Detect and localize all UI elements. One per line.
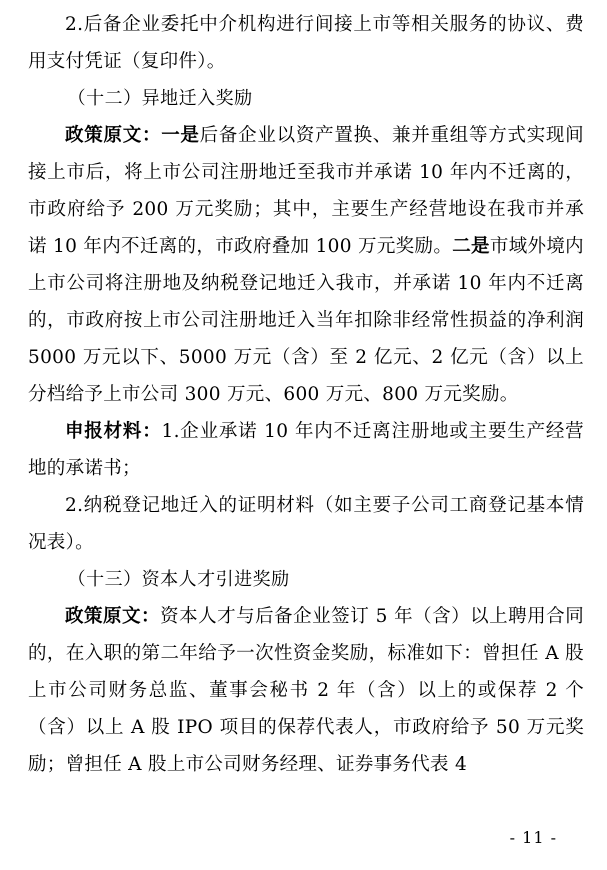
bold-label: 申报材料： (65, 421, 162, 442)
text-run: （十三）资本人才引进奖励 (67, 569, 290, 590)
text-run: 后备企业以资产置换、兼并重组等方式实现间接上市后，将上市公司注册地迁至我市并承诺 10 年内不迁离的，市政府给予 200 万元奖励；其中，主要生产经营地设在我市并承诺 10 年内不迁离的，市政府叠加 100 万元奖励。 (28, 125, 584, 257)
bold-label: 一是 (161, 125, 200, 146)
document-body (28, 6, 584, 783)
bold-label: 政策原文： (65, 125, 162, 146)
page-number: - 11 - (509, 828, 557, 847)
paragraph (28, 6, 584, 80)
paragraph (28, 487, 584, 561)
text-run: （十二）异地迁入奖励 (67, 88, 253, 109)
text-run: 资本人才与后备企业签订 5 年（含）以上聘用合同的，在入职的第二年给予一次性资金奖励，标准如下：曾担任 A 股上市公司财务总监、董事会秘书 2 年（含）以上的或保荐 2 个（含）以上 A 股 IPO 项目的保荐代表人，市政府给予 50 万元奖励；曾担任 A 股上市公司财务经理、证券事务代表 4 (28, 606, 584, 775)
text-run: 2.纳税登记地迁入的证明材料（如主要子公司工商登记基本情况表）。 (28, 495, 584, 553)
paragraph (28, 413, 584, 487)
paragraph (28, 117, 584, 413)
bold-label: 二是 (452, 236, 490, 257)
text-run: 2.后备企业委托中介机构进行间接上市等相关服务的协议、费用支付凭证（复印件）。 (28, 14, 584, 72)
paragraph (28, 598, 584, 783)
section-heading (28, 80, 584, 117)
text-run: 市域外境内上市公司将注册地及纳税登记地迁入我市，并承诺 10 年内不迁离的，市政府按上市公司注册地迁入当年扣除非经常性损益的净利润 5000 万元以下、5000 万元（含）至 2 亿元、2 亿元（含）以上分档给予上市公司 300 万元、600 万元、800 万元奖励。 (28, 236, 584, 405)
text-run: 1.企业承诺 10 年内不迁离注册地或主要生产经营地的承诺书； (28, 421, 584, 479)
bold-label: 政策原文： (65, 606, 161, 627)
section-heading (28, 561, 584, 598)
